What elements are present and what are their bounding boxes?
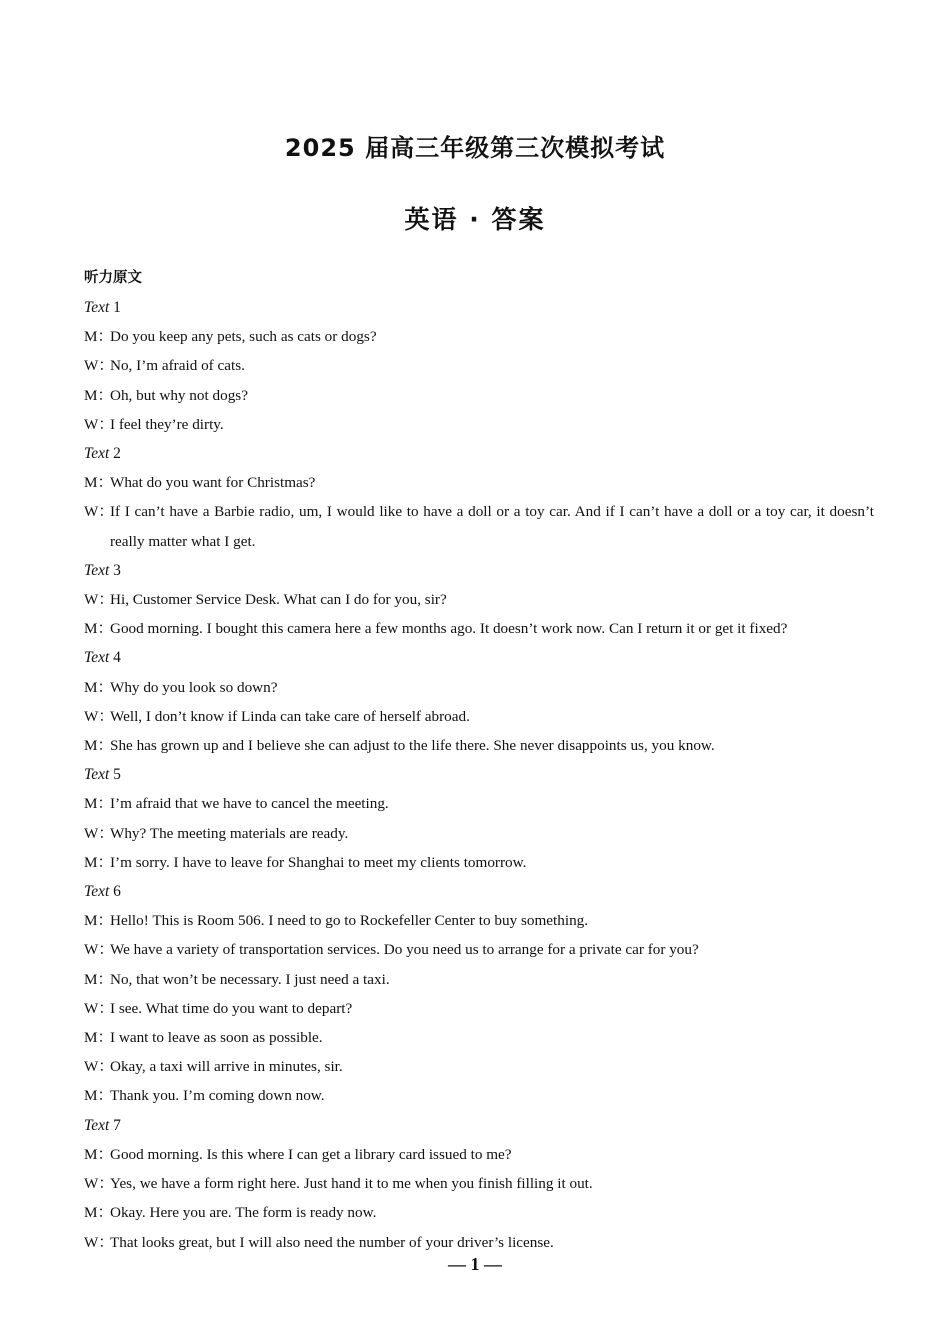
speaker-label: W： (84, 503, 114, 521)
text-heading-number: 6 (113, 883, 121, 901)
speaker-label: W： (84, 415, 114, 433)
speaker-label: W： (84, 1233, 114, 1251)
dialogue-text: Okay, a taxi will arrive in minutes, sir. (110, 1058, 343, 1076)
dialogue-text: Do you keep any pets, such as cats or dogs? (110, 328, 377, 346)
text-heading-number: 5 (113, 766, 121, 784)
dialogue-line (84, 731, 874, 760)
speaker-label: W： (84, 357, 114, 375)
dialogue-line (84, 1081, 874, 1110)
text-block (84, 1111, 874, 1257)
text-heading-number: 2 (113, 445, 121, 463)
dialogue-text: Good morning. I bought this camera here a few months ago. It doesn’t work now. Can I return it or get it fixed? (110, 620, 788, 638)
text-heading-label: Text (84, 561, 110, 579)
text-heading-label: Text (84, 883, 110, 901)
speaker-label: W： (84, 1058, 114, 1076)
dialogue-text: I see. What time do you want to depart? (110, 999, 353, 1017)
dialogue-line (84, 702, 874, 731)
text-block (84, 293, 874, 439)
text-heading (84, 439, 874, 468)
text-heading-number: 1 (113, 299, 121, 316)
dialogue-line (84, 1228, 874, 1257)
dialogue-line (84, 322, 874, 351)
document-title: 2025 届高三年级第三次模拟考试 (284, 134, 666, 162)
speaker-label: M： (84, 474, 113, 492)
dialogue-text: Okay. Here you are. The form is ready now. (110, 1204, 377, 1222)
text-block (84, 643, 874, 760)
dialogue-line (84, 614, 874, 643)
dialogue-text: Good morning. Is this where I can get a library card issued to me? (110, 1145, 512, 1163)
dialogue-text: Well, I don’t know if Linda can take care of herself abroad. (110, 707, 470, 725)
speaker-label: M： (84, 795, 113, 813)
speaker-label: M： (84, 970, 113, 988)
text-heading-label: Text (84, 1116, 110, 1134)
dialogue-text: We have a variety of transportation services. Do you need us to arrange for a private car for you? (110, 941, 699, 959)
dialogue-text: Oh, but why not dogs? (110, 386, 248, 404)
text-heading-label: Text (84, 299, 110, 316)
text-heading (84, 1111, 874, 1140)
speaker-label: M： (84, 1029, 113, 1047)
speaker-label: W： (84, 707, 114, 725)
speaker-label: W： (84, 591, 114, 609)
dialogue-line (84, 819, 874, 848)
dialogue-line (84, 410, 874, 439)
text-block (84, 439, 874, 556)
dialogue-text: No, that won’t be necessary. I just need a taxi. (110, 970, 390, 988)
text-heading (84, 760, 874, 789)
dialogue-text: Hello! This is Room 506. I need to go to Rockefeller Center to buy something. (110, 912, 589, 930)
speaker-label: W： (84, 999, 114, 1017)
dialogue-line (84, 468, 874, 497)
dialogue-text: If I can’t have a Barbie radio, um, I would like to have a doll or a toy car. And if I can’t have a doll or a toy car, it doesn’t really matter what I get. (110, 503, 874, 550)
speaker-label: W： (84, 1175, 114, 1193)
dialogue-line (84, 965, 874, 994)
document-subtitle: 英语 · 答案 (404, 205, 546, 234)
text-block (84, 877, 874, 1111)
dialogue-line (84, 994, 874, 1023)
dialogue-line (84, 585, 874, 614)
text-heading (84, 293, 874, 322)
text-heading-label: Text (84, 766, 110, 784)
dialogue-text: She has grown up and I believe she can adjust to the life there. She never disappoints us, you know. (110, 737, 715, 755)
text-heading (84, 643, 874, 672)
speaker-label: W： (84, 941, 114, 959)
speaker-label: M： (84, 1145, 113, 1163)
dialogue-text: Yes, we have a form right here. Just hand it to me when you finish filling it out. (110, 1175, 593, 1193)
dialogue-text: Thank you. I’m coming down now. (110, 1087, 325, 1105)
dialogue-line (84, 848, 874, 877)
dialogue-line (84, 1140, 874, 1169)
section-title: 听力原文 (84, 270, 142, 286)
dialogue-line (84, 351, 874, 380)
dialogue-text: I’m sorry. I have to leave for Shanghai to meet my clients tomorrow. (110, 853, 527, 871)
dialogue-line (84, 789, 874, 818)
speaker-label: M： (84, 678, 113, 696)
page-number: — 1 — (448, 1254, 502, 1274)
dialogue-line (84, 1052, 874, 1081)
dialogue-line (84, 497, 874, 555)
dialogue-line (84, 1198, 874, 1227)
speaker-label: M： (84, 1087, 113, 1105)
speaker-label: M： (84, 912, 113, 930)
dialogue-line (84, 935, 874, 964)
dialogue-text: I’m afraid that we have to cancel the meeting. (110, 795, 389, 813)
transcript-content (84, 264, 874, 1257)
text-block (84, 760, 874, 877)
dialogue-text: That looks great, but I will also need the number of your driver’s license. (110, 1233, 554, 1251)
dialogue-text: Why do you look so down? (110, 678, 278, 696)
text-block (84, 556, 874, 644)
dialogue-text: What do you want for Christmas? (110, 474, 316, 492)
text-heading-number: 3 (113, 561, 121, 579)
dialogue-line (84, 906, 874, 935)
speaker-label: M： (84, 386, 113, 404)
dialogue-text: Why? The meeting materials are ready. (110, 824, 349, 842)
text-heading-label: Text (84, 445, 110, 463)
dialogue-text: I feel they’re dirty. (110, 415, 224, 433)
speaker-label: M： (84, 620, 113, 638)
text-heading-number: 7 (113, 1116, 121, 1134)
speaker-label: M： (84, 1204, 113, 1222)
dialogue-line (84, 1169, 874, 1198)
dialogue-text: No, I’m afraid of cats. (110, 357, 245, 375)
dialogue-text: I want to leave as soon as possible. (110, 1029, 323, 1047)
dialogue-line (84, 673, 874, 702)
speaker-label: M： (84, 328, 113, 346)
text-heading (84, 877, 874, 906)
transcript-texts (84, 293, 874, 1257)
speaker-label: M： (84, 853, 113, 871)
dialogue-line (84, 1023, 874, 1052)
speaker-label: W： (84, 824, 114, 842)
text-heading-label: Text (84, 649, 110, 667)
text-heading (84, 556, 874, 585)
text-heading-number: 4 (113, 649, 121, 667)
speaker-label: M： (84, 737, 113, 755)
dialogue-text: Hi, Customer Service Desk. What can I do for you, sir? (110, 591, 447, 609)
dialogue-line (84, 381, 874, 410)
